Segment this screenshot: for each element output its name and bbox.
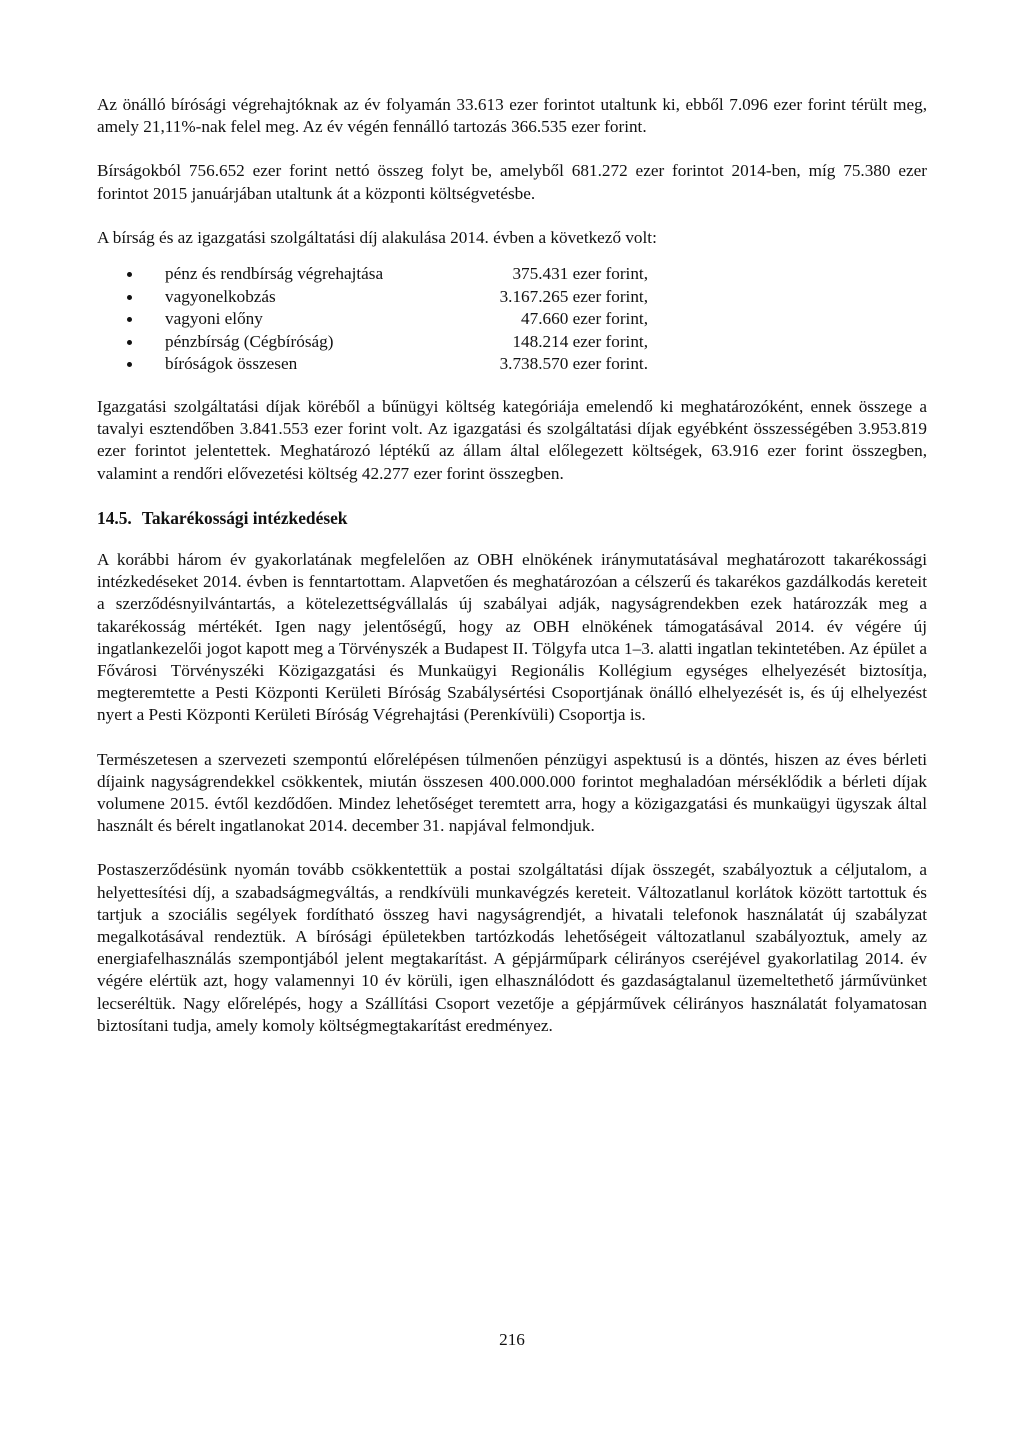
list-item-label: vagyonelkobzás: [165, 286, 276, 306]
list-item-value: 375.431 ezer forint,: [512, 264, 648, 284]
section-heading: [97, 507, 927, 529]
paragraph-savings-measures: A korábbi három év gyakorlatának megfelelően az OBH elnökének iránymutatásával meghatározott takarékossági intézkedéseket 2014. évben is fenntartottam. Alapvetően és meghatározóan a célszerű és takarékos gazdálkodás kereteit a szerződésnyilvántartás, a kötelezettségvállalás új szabályai adják, nagyságrendekben ezek határozzák meg a takarékosság mértékét. Igen nagy jelentőségű, hogy az OBH elnökének támogatásával 2014. év végére új ingatlankezelői jogot kapott meg a Törvényszék a Budapest II. Tölgyfa utca 1–3. alatti ingatlan tekintetében. Az épület a Fővárosi Törvényszéki Közigazgatási és Munkaügyi Regionális Kollégium egységes elhelyezését biztosítja, megteremtette a Pesti Központi Kerületi Bíróság Szabálysértési Csoportjának önálló elhelyezését is, és új elhelyezést nyert a Pesti Központi Kerületi Bíróság Végrehajtási (Perenkívüli) Csoportja is.: [97, 550, 927, 725]
list-item-label: pénz és rendbírság végrehajtása: [165, 264, 384, 284]
page-number: 216: [499, 1330, 525, 1349]
paragraph-fines-income: Bírságokból 756.652 ezer forint nettó összeg folyt be, amelyből 681.272 ezer forintot 2014-ben, míg 75.380 ezer forintot 2015 januárjában utaltunk át a központi költségvetésbe.: [97, 161, 927, 203]
list-item-label: vagyoni előny: [165, 309, 263, 329]
list-item-value: 3.167.265 ezer forint,: [499, 286, 648, 306]
list-item-value: 148.214 ezer forint,: [512, 331, 648, 351]
section-number: 14.5.: [97, 507, 132, 528]
bullet-icon: [127, 340, 132, 345]
list-item: [97, 353, 927, 376]
paragraph-fines-intro: A bírság és az igazgatási szolgáltatási díj alakulása 2014. évben a következő volt:: [97, 227, 657, 247]
fines-list: [97, 263, 927, 376]
section-title: Takarékossági intézkedések: [141, 507, 348, 528]
document-page: [97, 94, 927, 1059]
bullet-icon: [127, 272, 132, 277]
list-item: [97, 286, 927, 309]
paragraph-postal-savings: Postaszerződésünk nyomán tovább csökkentettük a postai szolgáltatási díjak összegét, szabályoztuk a céljutalom, a helyettesítési díj, a szabadságmegváltás, a rendkívüli munkavégzés kereteit. Változatlanul korlátok között tartottuk és tartjuk a szociális segélyek fordítható összeg havi nagyságrendjét, a hivatali telefonok használatát új szabályzat megalkotásával rendeztük. A bírósági épületekben tartózkodás lehetőségeit változatlanul szabályoztuk, amely az energiafelhasználás szempontjából jelent megtakarítást. A gépjárműpark célirányos cseréjével gyakorlatilag 2014. év végére elértük azt, hogy valamennyi 10 év körüli, igen elhasználódott és gazdaságtalanul üzemeltethető járművünket lecseréltük. Nagy előrelépés, hogy a Szállítási Csoport vezetője a gépjárművek célirányos használatát folyamatosan biztosítani tudja, amely komoly költségmegtakarítást eredményez.: [97, 860, 927, 1035]
paragraph-administrative-fees: Igazgatási szolgáltatási díjak köréből a bűnügyi költség kategóriája emelendő ki meghatározóként, ennek összege a tavalyi esztendőben 3.841.553 ezer forint volt. Az igazgatási és szolgáltatási díjak egyébként összességében 3.953.819 ezer forintot jelentettek. Meghatározó léptékű az állam által előlegezett költségek, 63.916 ezer forint összegben, valamint a rendőri elővezetési költség 42.277 ezer forint összegben.: [97, 396, 927, 483]
paragraph-rent-savings: Természetesen a szervezeti szempontú előrelépésen túlmenően pénzügyi aspektusú is a döntés, hiszen az éves bérleti díjaink nagyságrendekkel csökkentek, miután összesen 400.000.000 forintot meghaladóan mérséklődik a bérleti díjak volumene 2015. évtől kezdődően. Mindez lehetőséget teremtett arra, hogy a közigazgatási és munkaügyi ügyszak által használt és bérelt ingatlanokat 2014. december 31. napjával felmondjuk.: [97, 749, 927, 836]
paragraph-bailiff-payments: Az önálló bírósági végrehajtóknak az év folyamán 33.613 ezer forintot utaltunk ki, ebből 7.096 ezer forint térült meg, amely 21,11%-nak felel meg. Az év végén fennálló tartozás 366.535 ezer forint.: [97, 95, 927, 137]
list-item: [97, 331, 927, 354]
list-item-label: bíróságok összesen: [165, 354, 298, 374]
bullet-icon: [127, 362, 132, 367]
list-item-value: 47.660 ezer forint,: [521, 309, 648, 329]
bullet-icon: [127, 317, 132, 322]
bullet-icon: [127, 295, 132, 300]
list-item-label: pénzbírság (Cégbíróság): [165, 331, 334, 351]
list-item: [97, 308, 927, 331]
list-item-value: 3.738.570 ezer forint.: [499, 354, 648, 374]
list-item: [97, 263, 927, 286]
